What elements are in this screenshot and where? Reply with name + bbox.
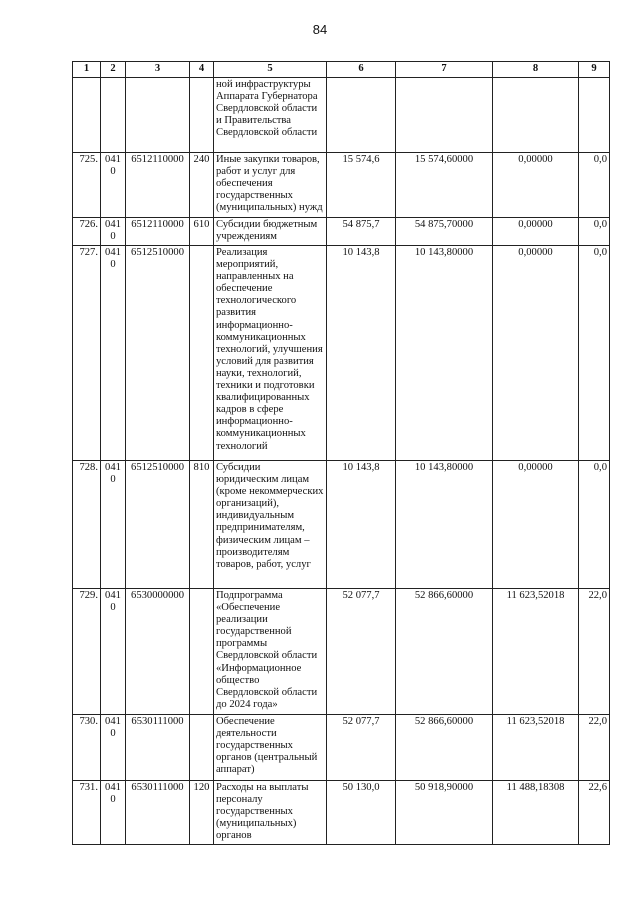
section-code: 0410 [101, 461, 126, 589]
expense-type-code [190, 715, 214, 781]
planned-amount: 15 574,60000 [396, 153, 493, 218]
execution-percent: 0,0 [579, 218, 610, 246]
execution-percent: 22,6 [579, 781, 610, 845]
target-article-code: 6512110000 [126, 153, 190, 218]
expense-name: Иные закупки товаров, работ и услуг для обеспечения государственных (муниципальных) нужд [214, 153, 327, 218]
page-number: 84 [312, 22, 328, 37]
target-article-code: 6530111000 [126, 715, 190, 781]
execution-percent: 22,0 [579, 589, 610, 715]
table-row [73, 246, 610, 461]
target-article-code: 6512510000 [126, 461, 190, 589]
column-header: 1 [73, 62, 101, 78]
expense-type-code [190, 589, 214, 715]
target-article-code: 6512110000 [126, 218, 190, 246]
planned-amount: 50 918,90000 [396, 781, 493, 845]
planned-amount: 10 143,80000 [396, 246, 493, 461]
executed-amount: 0,00000 [493, 218, 579, 246]
target-article-code: 6512510000 [126, 246, 190, 461]
table-row [73, 461, 610, 589]
planned-amount: 52 866,60000 [396, 715, 493, 781]
approved-amount: 54 875,7 [327, 218, 396, 246]
executed-amount: 0,00000 [493, 461, 579, 589]
table-row [73, 218, 610, 246]
row-number: 728. [73, 461, 101, 589]
target-article-code: 6530000000 [126, 589, 190, 715]
budget-table [72, 61, 610, 845]
approved-amount: 10 143,8 [327, 246, 396, 461]
expense-type-code: 120 [190, 781, 214, 845]
executed-amount: 11 488,18308 [493, 781, 579, 845]
planned-amount: 54 875,70000 [396, 218, 493, 246]
approved-amount: 50 130,0 [327, 781, 396, 845]
expense-type-code: 810 [190, 461, 214, 589]
expense-type-code: 240 [190, 153, 214, 218]
expense-name: Подпрограмма «Обеспечение реализации государственной программы Свердловской области «Информационное общество Свердловской области до 2024 года» [214, 589, 327, 715]
approved-amount [327, 78, 396, 153]
execution-percent [579, 78, 610, 153]
execution-percent: 22,0 [579, 715, 610, 781]
row-number: 729. [73, 589, 101, 715]
planned-amount: 10 143,80000 [396, 461, 493, 589]
expense-type-code: 610 [190, 218, 214, 246]
row-number: 730. [73, 715, 101, 781]
column-header: 6 [327, 62, 396, 78]
approved-amount: 10 143,8 [327, 461, 396, 589]
expense-name: Реализация мероприятий, направленных на обеспечение технологического развития информационно-коммуникационных технологий, улучшения условий для развития науки, технологий, техники и подготовки квалифицированных кадров в сфере информационно-коммуникационных технологий [214, 246, 327, 461]
expense-name: Обеспечение деятельности государственных органов (центральный аппарат) [214, 715, 327, 781]
row-number: 727. [73, 246, 101, 461]
row-number: 726. [73, 218, 101, 246]
section-code: 0410 [101, 246, 126, 461]
column-header: 7 [396, 62, 493, 78]
column-header: 8 [493, 62, 579, 78]
execution-percent: 0,0 [579, 246, 610, 461]
execution-percent: 0,0 [579, 461, 610, 589]
table-row [73, 78, 610, 153]
executed-amount [493, 78, 579, 153]
row-number: 731. [73, 781, 101, 845]
expense-name: Субсидии юридическим лицам (кроме некоммерческих организаций), индивидуальным предпринимателям, физическим лицам – производителям товаров, работ, услуг [214, 461, 327, 589]
column-header: 4 [190, 62, 214, 78]
table-row [73, 715, 610, 781]
target-article-code: 6530111000 [126, 781, 190, 845]
approved-amount: 52 077,7 [327, 715, 396, 781]
approved-amount: 15 574,6 [327, 153, 396, 218]
executed-amount: 11 623,52018 [493, 589, 579, 715]
column-header: 9 [579, 62, 610, 78]
section-code [101, 78, 126, 153]
approved-amount: 52 077,7 [327, 589, 396, 715]
section-code: 0410 [101, 781, 126, 845]
row-number: 725. [73, 153, 101, 218]
table-row [73, 153, 610, 218]
expense-name: ной инфраструктуры Аппарата Губернатора Свердловской области и Правительства Свердловской области [214, 78, 327, 153]
section-code: 0410 [101, 218, 126, 246]
executed-amount: 0,00000 [493, 153, 579, 218]
expense-name: Субсидии бюджетным учреждениям [214, 218, 327, 246]
expense-type-code [190, 246, 214, 461]
column-header: 2 [101, 62, 126, 78]
row-number [73, 78, 101, 153]
table-row [73, 781, 610, 845]
execution-percent: 0,0 [579, 153, 610, 218]
expense-name: Расходы на выплаты персоналу государственных (муниципальных) органов [214, 781, 327, 845]
planned-amount: 52 866,60000 [396, 589, 493, 715]
table-header-row [73, 62, 610, 78]
executed-amount: 0,00000 [493, 246, 579, 461]
section-code: 0410 [101, 153, 126, 218]
table-row [73, 589, 610, 715]
executed-amount: 11 623,52018 [493, 715, 579, 781]
target-article-code [126, 78, 190, 153]
column-header: 3 [126, 62, 190, 78]
column-header: 5 [214, 62, 327, 78]
section-code: 0410 [101, 715, 126, 781]
expense-type-code [190, 78, 214, 153]
planned-amount [396, 78, 493, 153]
section-code: 0410 [101, 589, 126, 715]
